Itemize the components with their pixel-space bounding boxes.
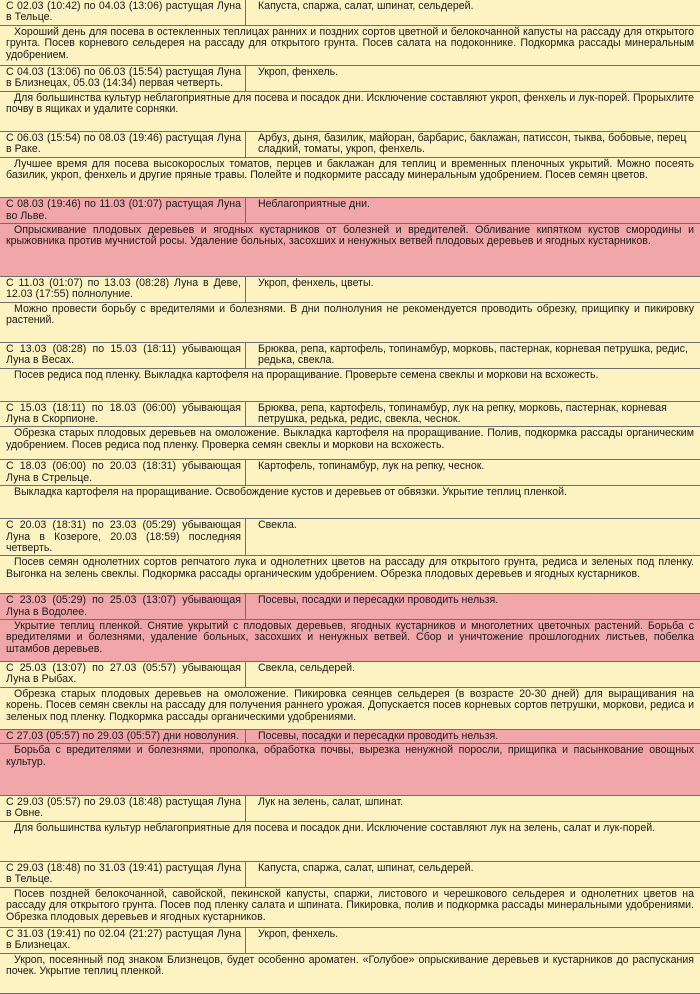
period-crops: Свекла, сельдерей.	[258, 662, 356, 675]
calendar-period	[0, 0, 700, 66]
period-advice: Выкладка картофеля на проращивание. Освобождение кустов и деревьев от обвязки. Укрытие теплиц пленкой.	[14, 486, 568, 499]
period-crops: Арбуз, дыня, базилик, майоран, барбарис, баклажан, патиссон, тыква, бобовые, перец сладкий, томаты, укроп, фенхель.	[258, 132, 687, 156]
period-crops: Капуста, спаржа, салат, шпинат, сельдерей.	[258, 861, 474, 874]
calendar-period	[0, 460, 700, 519]
period-header	[0, 928, 700, 954]
period-header	[0, 402, 700, 428]
period-date: С 08.03 (19:46) по 11.03 (01:07) растущая Луна во Льве.	[0, 198, 246, 223]
period-header	[0, 343, 700, 369]
period-header	[0, 0, 700, 26]
period-date: С 02.03 (10:42) по 04.03 (13:06) растущая Луна в Тельце.	[0, 0, 246, 25]
period-crops: Лук на зелень, салат, шпинат.	[258, 795, 404, 808]
period-advice: Обрезка старых плодовых деревьев на омоложение. Пикировка сеянцев сельдерея (в возрасте 20-30 дней) для выращивания на корень. Посев семян свеклы на рассаду для получения раннего урожая. Допускается посев корневых сортов петрушки, моркови, редиса и зеленых под пленку. Подкормка рассады органическими удобрениями.	[6, 687, 694, 723]
period-header	[0, 519, 700, 556]
period-date: С 11.03 (01:07) по 13.03 (08:28) Луна в Деве, 12.03 (17:55) полнолуние.	[0, 277, 246, 302]
calendar-period	[0, 132, 700, 198]
period-header	[0, 132, 700, 158]
period-header	[0, 277, 700, 303]
period-header	[0, 460, 700, 486]
period-crops: Укроп, фенхель.	[258, 928, 339, 940]
period-header	[0, 198, 700, 224]
calendar-period	[0, 862, 700, 928]
calendar-period	[0, 662, 700, 730]
period-header	[0, 594, 700, 620]
period-date: С 13.03 (08:28) по 15.03 (18:11) убывающая Луна в Весах.	[0, 343, 246, 368]
period-header	[0, 796, 700, 822]
period-advice: Обрезка старых плодовых деревьев на омоложение. Выкладка картофеля на проращивание. Полив, подкормка рассады органическим удобрением. Посев редиса под пленку. Проверка семян свеклы и моркови на всхожесть.	[6, 427, 694, 451]
period-crops: Укроп, фенхель, цветы.	[258, 276, 374, 289]
calendar-period	[0, 198, 700, 277]
period-crops: Посевы, посадки и пересадки проводить нельзя.	[258, 729, 499, 742]
calendar-period	[0, 519, 700, 594]
period-crops: Картофель, топинамбур, лук на репку, чеснок.	[258, 460, 485, 473]
calendar-period	[0, 796, 700, 862]
period-date: С 29.03 (18:48) по 31.03 (19:41) растущая Луна в Тельце.	[0, 862, 246, 887]
period-date: С 23.03 (05:29) по 25.03 (13:07) убывающая Луна в Водолее.	[0, 594, 246, 619]
period-crops: Брюква, репа, картофель, топинамбур, лук на репку, морковь, пастернак, корневая петрушка, редька, редис, свекла, чеснок.	[258, 401, 667, 425]
calendar-period	[0, 66, 700, 132]
period-crops: Укроп, фенхель.	[258, 66, 339, 79]
period-crops: Посевы, посадки и пересадки проводить нельзя.	[258, 594, 499, 607]
period-date: С 27.03 (05:57) по 29.03 (05:57) дни новолуния.	[0, 730, 246, 743]
period-advice: Опрыскивание плодовых деревьев и ягодных кустарников от болезней и вредителей. Обливание кипятком кустов смородины и крыжовника против мучнистой росы. Удаление больных, засохших и ненужных ветвей плодовых деревьев и ягодных кустарников.	[6, 223, 694, 248]
period-advice: Лучшее время для посева высокорослых томатов, перцев и баклажан для теплиц и временных пленочных укрытий. Можно посеять базилик, укроп, фенхель и другие пряные травы. Полейте и подкормите рассаду минеральным удобрением. Посев семян цветов.	[6, 157, 694, 182]
period-crops: Брюква, репа, картофель, топинамбур, морковь, пастернак, корневая петрушка, редис, редька, свекла.	[258, 342, 688, 367]
period-date: С 15.03 (18:11) по 18.03 (06:00) убывающая Луна в Скорпионе.	[0, 402, 246, 427]
period-advice: Посев семян однолетних сортов репчатого лука и однолетних цветов на рассаду для открытого грунта, редиса и зеленых под пленку. Выгонка на зелень свеклы. Подкормка рассады органическим удобрением. Обрезка плодовых деревьев и ягодных кустарников.	[6, 556, 694, 580]
calendar-period	[0, 594, 700, 662]
calendar-period	[0, 402, 700, 461]
calendar-period	[0, 343, 700, 402]
period-advice: Посев редиса под пленку. Выкладка картофеля на проращивание. Проверьте семена свеклы и моркови на всхожесть.	[14, 368, 599, 381]
period-crops: Неблагоприятные дни.	[258, 198, 370, 211]
period-crops: Капуста, спаржа, салат, шпинат, сельдерей.	[258, 0, 474, 12]
period-advice: Для большинства культур неблагоприятные для посева и посадок дни. Исключение составляют лук на зелень, салат и лук-порей.	[14, 821, 656, 834]
period-header	[0, 730, 700, 744]
period-advice: Борьба с вредителями и болезнями, прополка, обработка почвы, вырезка ненужной поросли, прищипка и пасынкование овощных культур.	[6, 744, 694, 768]
period-advice: Укроп, посеянный под знаком Близнецов, будет особенно ароматен. «Голубое» опрыскивание деревьев и кустарников до распускания почек. Укрытие теплиц пленкой.	[6, 953, 694, 978]
period-advice: Для большинства культур неблагоприятные для посева и посадок дни. Исключение составляют укроп, фенхель и лук-порей. Прорыхлите почву в ящиках и удалите сорняки.	[6, 91, 694, 116]
period-date: С 31.03 (19:41) по 02.04 (21:27) растущая Луна в Близнецах.	[0, 928, 246, 953]
period-header	[0, 862, 700, 888]
period-date: С 29.03 (05:57) по 29.03 (18:48) растущая Луна в Овне.	[0, 796, 246, 821]
period-crops: Свекла.	[258, 519, 297, 532]
period-advice: Укрытие теплиц пленкой. Снятие укрытий с плодовых деревьев, ягодных кустарников и многолетних цветочных растений. Борьба с вредителями и болезнями, удаление больных, засохших и ненужных ветвей. Сбор и уничтожение прошлогодних листьев, побелка штамбов деревьев.	[6, 620, 694, 655]
period-date: С 06.03 (15:54) по 08.03 (19:46) растущая Луна в Раке.	[0, 132, 246, 157]
calendar-period	[0, 277, 700, 343]
period-date: С 18.03 (06:00) по 20.03 (18:31) убывающая Луна в Стрельце.	[0, 460, 246, 485]
period-date: С 20.03 (18:31) по 23.03 (05:29) убывающая Луна в Козероге, 20.03 (18:59) последняя четверть.	[0, 519, 246, 555]
period-advice: Хороший день для посева в остекленных теплицах ранних и поздних сортов цветной и белокочанной капусты на рассаду для открытого грунта. Посев корневого сельдерея на рассаду для открытого грунта. Посев салата на подоконнике. Подкормка рассады минеральным удобрением.	[6, 25, 694, 61]
period-advice: Можно провести борьбу с вредителями и болезнями. В дни полнолуния не рекомендуется проводить обрезку, прищипку и пикировку растений.	[6, 302, 694, 326]
calendar-period	[0, 730, 700, 796]
period-date: С 04.03 (13:06) по 06.03 (15:54) растущая Луна в Близнецах, 05.03 (14:34) первая четверть.	[0, 66, 246, 91]
period-advice: Посев поздней белокочанной, савойской, пекинской капусты, спаржи, листового и черешкового сельдерея и однолетних цветов на рассаду для открытого грунта. Посев под пленку салата и шпината. Пикировка, полив и подкормка рассады минеральными удобрениями. Обрезка плодовых деревьев и ягодных кустарников.	[6, 887, 694, 923]
period-date: С 25.03 (13:07) по 27.03 (05:57) убывающая Луна в Рыбах.	[0, 662, 246, 687]
period-header	[0, 662, 700, 688]
period-header	[0, 66, 700, 92]
calendar-period	[0, 928, 700, 994]
